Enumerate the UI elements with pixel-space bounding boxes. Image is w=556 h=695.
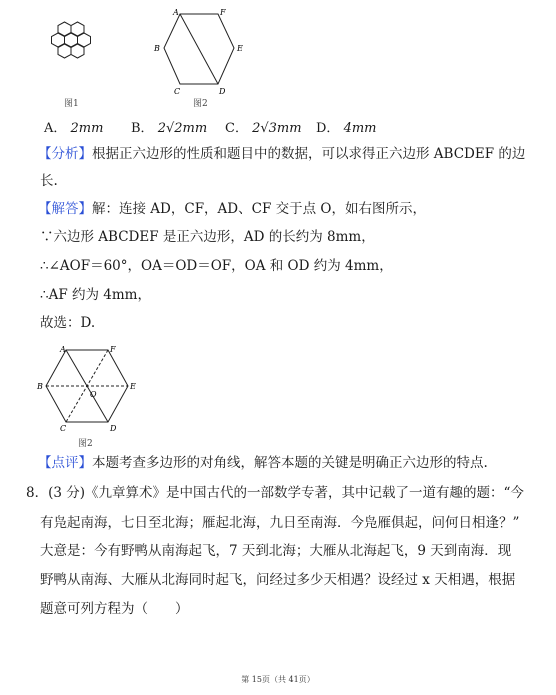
option-letter: D． bbox=[316, 121, 340, 136]
comment-text: 本题考查多边形的对角线，解答本题的关键是明确正六边形的特点. bbox=[92, 455, 488, 471]
hexagon-cell bbox=[71, 44, 84, 58]
solution-line-5: 故选：D. bbox=[40, 315, 96, 331]
page-footer: 第 15页（共 41页） bbox=[241, 675, 315, 684]
vertex-label-f: F bbox=[110, 345, 116, 354]
figure1-caption: 图1 bbox=[64, 99, 79, 109]
option-letter: C． bbox=[225, 121, 248, 136]
option-d bbox=[316, 117, 377, 136]
analysis-line-1 bbox=[38, 144, 525, 164]
vertex-label-e: E bbox=[130, 382, 136, 391]
option-letter: A． bbox=[44, 121, 67, 136]
solution-text: 解：连接 AD，CF，AD、CF 交于点 O，如右图所示， bbox=[92, 201, 426, 217]
hexagon-cell bbox=[58, 22, 71, 36]
question8-line-5: 题意可列方程为（ ） bbox=[40, 601, 189, 617]
vertex-label-c: C bbox=[174, 87, 181, 96]
option-letter: B． bbox=[131, 121, 154, 136]
question8-line-4: 野鸭从南海、大雁从北海同时起飞，问经过多少天相遇？设经过 x 天相遇，根据 bbox=[40, 572, 516, 588]
solution-line-2: ∵六边形 ABCDEF 是正六边形，AD 的长约为 8mm， bbox=[40, 229, 375, 245]
option-a bbox=[44, 117, 103, 136]
comment-line bbox=[38, 453, 488, 473]
vertex-label-c: C bbox=[60, 424, 67, 433]
vertex-label-o: O bbox=[90, 390, 97, 399]
figure3-caption: 图2 bbox=[78, 439, 93, 449]
option-b bbox=[131, 117, 207, 136]
diagonal-ad bbox=[180, 14, 218, 84]
honeycomb-figure bbox=[36, 14, 106, 76]
solution-tag: 【解答】 bbox=[38, 201, 92, 217]
question8-line-3: 大意是：今有野鸭从南海起飞，7 天到北海；大雁从北海起飞，9 天到南海．现 bbox=[40, 543, 512, 559]
question8-line-1: 8．(3 分)《九章算术》是中国古代的一部数学专著，其中记载了一道有趣的题：“今 bbox=[26, 485, 524, 501]
vertex-label-d: D bbox=[219, 87, 226, 96]
vertex-label-a: A bbox=[60, 345, 66, 354]
option-c bbox=[225, 117, 302, 136]
option-text: 2√3mm bbox=[252, 121, 302, 136]
comment-tag: 【点评】 bbox=[38, 455, 92, 471]
solution-line-1 bbox=[38, 199, 426, 219]
question8-line-2: 有凫起南海，七日至北海；雁起北海，九日至南海．今凫雁俱起，问何日相逢？” bbox=[40, 515, 520, 531]
analysis-text: 根据正六边形的性质和题目中的数据，可以求得正六边形 ABCDEF 的边 bbox=[92, 146, 526, 162]
analysis-tag: 【分析】 bbox=[38, 146, 92, 162]
option-text: 4mm bbox=[343, 121, 377, 136]
hexagon-figure-2 bbox=[146, 4, 252, 98]
solution-line-4: ∴AF 约为 4mm， bbox=[40, 287, 151, 303]
hexagon-figure-3 bbox=[36, 342, 146, 438]
analysis-line-2: 长. bbox=[40, 173, 58, 189]
hexagon-cell bbox=[58, 44, 71, 58]
hexagon-cell bbox=[71, 22, 84, 36]
vertex-label-d: D bbox=[110, 424, 117, 433]
vertex-label-b: B bbox=[37, 382, 43, 391]
vertex-label-b: B bbox=[154, 44, 160, 53]
option-text: 2mm bbox=[70, 121, 104, 136]
vertex-label-f: F bbox=[220, 8, 226, 17]
option-text: 2√2mm bbox=[157, 121, 208, 136]
figure2-caption: 图2 bbox=[193, 99, 208, 109]
vertex-label-e: E bbox=[237, 44, 243, 53]
vertex-label-a: A bbox=[173, 8, 179, 17]
solution-line-3: ∴∠AOF＝60°，OA＝OD＝OF，OA 和 OD 约为 4mm， bbox=[40, 258, 393, 274]
